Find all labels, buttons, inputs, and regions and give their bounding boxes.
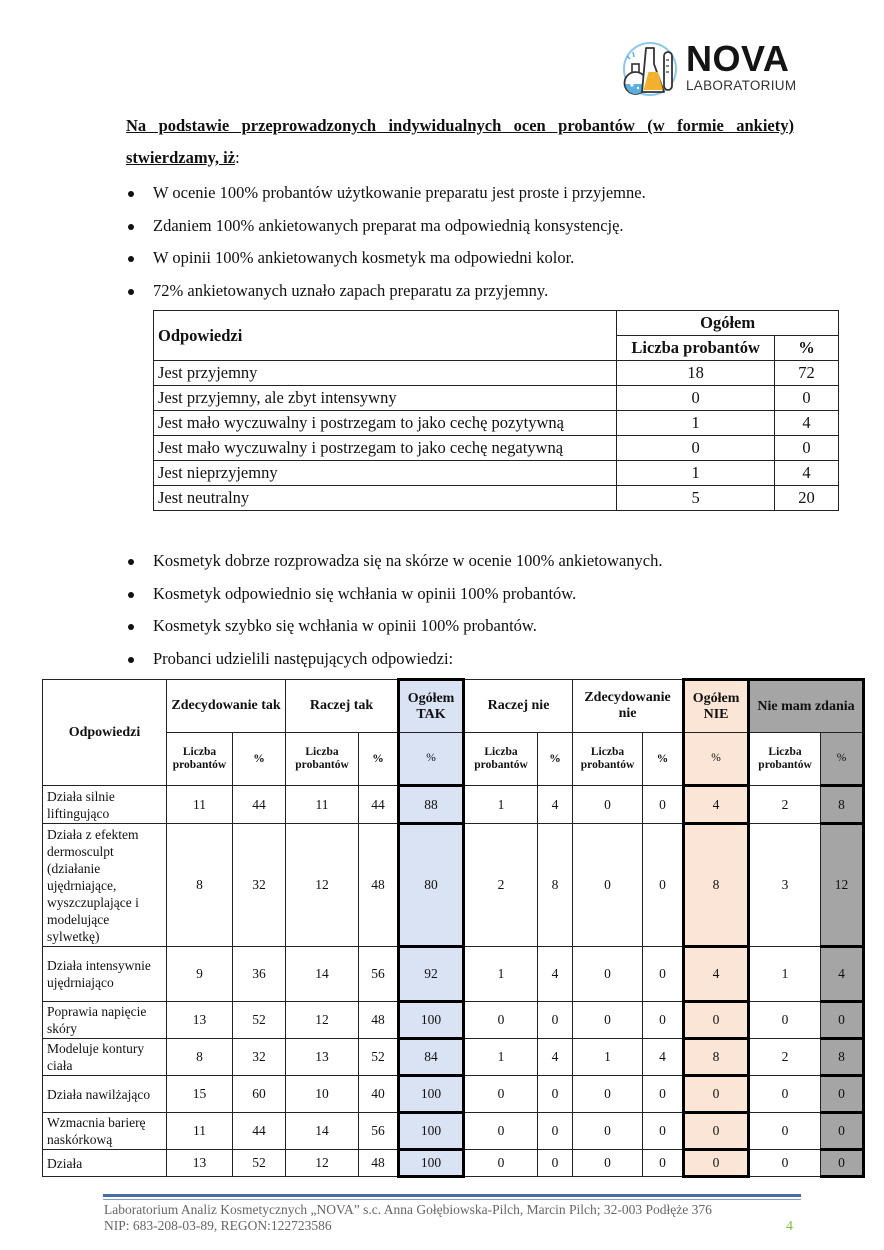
cell-no-opinion-count: 3	[749, 824, 821, 947]
cell-def-no-count: 0	[573, 824, 643, 947]
cell-total-no-pct: 0	[684, 1002, 749, 1039]
finding-item: Kosmetyk szybko się wchłania w opinii 100% probantów.	[126, 610, 826, 643]
table-row	[154, 486, 839, 511]
lab-flasks-icon	[622, 38, 682, 100]
cell-def-no-count: 1	[573, 1039, 643, 1076]
cell-no-opinion-pct: 8	[821, 786, 864, 824]
cell-rather-no-count: 0	[464, 1150, 538, 1177]
row-count: 5	[617, 486, 775, 511]
row-label: Wzmacnia barierę naskórkową	[43, 1113, 167, 1150]
cell-rather-no-pct: 4	[538, 947, 573, 1002]
subheader-pct: %	[538, 733, 573, 786]
table-row	[43, 947, 864, 1002]
cell-rather-no-pct: 4	[538, 786, 573, 824]
cell-def-no-pct: 0	[643, 947, 684, 1002]
cell-def-yes-pct: 32	[233, 1039, 286, 1076]
row-count: 0	[617, 436, 775, 461]
cell-total-no-pct: 0	[684, 1150, 749, 1177]
row-label: Działa	[43, 1150, 167, 1177]
intro-statement	[126, 110, 794, 174]
cell-def-no-pct: 0	[643, 786, 684, 824]
row-pct: 20	[775, 486, 839, 511]
cell-rather-yes-count: 11	[286, 786, 359, 824]
subheader-count: Liczba probantów	[573, 733, 643, 786]
row-label: Jest neutralny	[154, 486, 617, 511]
table-row	[43, 1039, 864, 1076]
table-row	[154, 411, 839, 436]
cell-rather-yes-pct: 48	[359, 824, 399, 947]
cell-no-opinion-pct: 12	[821, 824, 864, 947]
table-row	[43, 1150, 864, 1177]
header-def-no: Zdecydowanie nie	[573, 680, 684, 733]
cell-def-no-count: 0	[573, 1002, 643, 1039]
cell-def-yes-count: 13	[167, 1150, 233, 1177]
row-label: Działa z efektem dermosculpt (działanie ujędrniające, wyszczuplające i modelujące sylwetkę)	[43, 824, 167, 947]
row-pct: 72	[775, 361, 839, 386]
footer-line-1: Laboratorium Analiz Kosmetycznych „NOVA” s.c. Anna Gołębiowska-Pilch, Marcin Pilch; 32-003 Podłęże 376	[104, 1202, 712, 1217]
finding-item: Probanci udzielili następujących odpowiedzi:	[126, 643, 826, 676]
row-label: Działa silnie liftingująco	[43, 786, 167, 824]
effects-table	[42, 678, 865, 1178]
header-total: Ogółem	[617, 311, 839, 336]
table-row	[154, 386, 839, 411]
header-def-yes: Zdecydowanie tak	[167, 680, 286, 733]
footer-address	[104, 1202, 804, 1234]
cell-rather-yes-pct: 56	[359, 947, 399, 1002]
row-label: Jest nieprzyjemny	[154, 461, 617, 486]
row-count: 1	[617, 411, 775, 436]
footer-rule-thin	[103, 1199, 801, 1200]
row-pct: 0	[775, 436, 839, 461]
footer-rule	[103, 1194, 801, 1197]
cell-rather-no-pct: 0	[538, 1150, 573, 1177]
scent-table	[153, 310, 839, 511]
cell-def-no-count: 0	[573, 1076, 643, 1113]
cell-no-opinion-pct: 0	[821, 1076, 864, 1113]
footer-line-2: NIP: 683-208-03-89, REGON:122723586	[104, 1218, 332, 1233]
cell-no-opinion-count: 2	[749, 786, 821, 824]
cell-total-yes-pct: 100	[399, 1076, 464, 1113]
cell-def-yes-pct: 60	[233, 1076, 286, 1113]
cell-rather-yes-count: 10	[286, 1076, 359, 1113]
intro-colon: :	[235, 148, 240, 167]
cell-total-no-pct: 8	[684, 824, 749, 947]
cell-def-no-count: 0	[573, 1150, 643, 1177]
subheader-pct: %	[233, 733, 286, 786]
header-rather-no: Raczej nie	[464, 680, 573, 733]
cell-def-yes-pct: 44	[233, 1113, 286, 1150]
cell-total-yes-pct: 100	[399, 1002, 464, 1039]
cell-def-no-pct: 0	[643, 824, 684, 947]
cell-rather-no-count: 1	[464, 1039, 538, 1076]
cell-def-no-count: 0	[573, 786, 643, 824]
cell-def-no-pct: 0	[643, 1076, 684, 1113]
cell-rather-yes-count: 12	[286, 1150, 359, 1177]
row-pct: 4	[775, 411, 839, 436]
cell-def-no-pct: 0	[643, 1002, 684, 1039]
finding-item: 72% ankietowanych uznało zapach preparatu za przyjemny.	[126, 275, 826, 308]
cell-def-yes-pct: 44	[233, 786, 286, 824]
cell-no-opinion-count: 2	[749, 1039, 821, 1076]
cell-rather-yes-count: 13	[286, 1039, 359, 1076]
cell-no-opinion-pct: 4	[821, 947, 864, 1002]
cell-def-yes-count: 15	[167, 1076, 233, 1113]
cell-no-opinion-count: 0	[749, 1002, 821, 1039]
cell-total-yes-pct: 80	[399, 824, 464, 947]
cell-rather-yes-pct: 40	[359, 1076, 399, 1113]
table-row	[43, 1002, 864, 1039]
cell-rather-no-count: 0	[464, 1002, 538, 1039]
cell-def-no-pct: 4	[643, 1039, 684, 1076]
subheader-pct: %	[684, 733, 749, 786]
cell-def-yes-pct: 32	[233, 824, 286, 947]
finding-item: Kosmetyk dobrze rozprowadza się na skórze w ocenie 100% ankietowanych.	[126, 545, 826, 578]
cell-rather-yes-count: 14	[286, 947, 359, 1002]
header-rather-yes: Raczej tak	[286, 680, 399, 733]
row-label: Poprawia napięcie skóry	[43, 1002, 167, 1039]
cell-rather-no-pct: 0	[538, 1076, 573, 1113]
cell-total-yes-pct: 100	[399, 1150, 464, 1177]
cell-def-yes-count: 13	[167, 1002, 233, 1039]
cell-def-no-count: 0	[573, 1113, 643, 1150]
cell-rather-no-count: 1	[464, 947, 538, 1002]
cell-rather-no-pct: 0	[538, 1002, 573, 1039]
header-count: Liczba probantów	[617, 336, 775, 361]
cell-no-opinion-pct: 8	[821, 1039, 864, 1076]
cell-def-no-pct: 0	[643, 1150, 684, 1177]
cell-total-yes-pct: 92	[399, 947, 464, 1002]
header-total-no: Ogółem NIE	[684, 680, 749, 733]
logo-subtitle: LABORATORIUM	[686, 78, 797, 93]
cell-rather-yes-pct: 52	[359, 1039, 399, 1076]
row-label: Jest mało wyczuwalny i postrzegam to jako cechę negatywną	[154, 436, 617, 461]
cell-rather-yes-count: 14	[286, 1113, 359, 1150]
cell-rather-yes-pct: 48	[359, 1002, 399, 1039]
table-row	[154, 461, 839, 486]
cell-def-no-count: 0	[573, 947, 643, 1002]
cell-rather-yes-count: 12	[286, 824, 359, 947]
cell-rather-no-pct: 8	[538, 824, 573, 947]
cell-rather-no-pct: 4	[538, 1039, 573, 1076]
company-logo	[622, 38, 802, 100]
cell-rather-no-count: 2	[464, 824, 538, 947]
cell-rather-no-count: 0	[464, 1076, 538, 1113]
finding-item: W opinii 100% ankietowanych kosmetyk ma odpowiedni kolor.	[126, 242, 826, 275]
cell-rather-yes-pct: 44	[359, 786, 399, 824]
subheader-count: Liczba probantów	[749, 733, 821, 786]
row-label: Jest przyjemny, ale zbyt intensywny	[154, 386, 617, 411]
cell-def-yes-count: 11	[167, 786, 233, 824]
cell-def-yes-count: 9	[167, 947, 233, 1002]
cell-def-yes-count: 11	[167, 1113, 233, 1150]
cell-rather-yes-pct: 56	[359, 1113, 399, 1150]
table-row	[43, 1113, 864, 1150]
findings-list-bottom	[126, 545, 826, 675]
finding-item: W ocenie 100% probantów użytkowanie preparatu jest proste i przyjemne.	[126, 177, 826, 210]
cell-rather-yes-pct: 48	[359, 1150, 399, 1177]
cell-total-no-pct: 0	[684, 1113, 749, 1150]
subheader-count: Liczba probantów	[464, 733, 538, 786]
logo-name: NOVA	[686, 38, 790, 79]
cell-total-yes-pct: 88	[399, 786, 464, 824]
header-answers: Odpowiedzi	[154, 311, 617, 361]
row-count: 18	[617, 361, 775, 386]
cell-def-yes-pct: 36	[233, 947, 286, 1002]
cell-total-no-pct: 4	[684, 947, 749, 1002]
cell-total-yes-pct: 100	[399, 1113, 464, 1150]
subheader-pct: %	[821, 733, 864, 786]
cell-def-yes-count: 8	[167, 1039, 233, 1076]
cell-total-no-pct: 0	[684, 1076, 749, 1113]
header-no-opinion: Nie mam zdania	[749, 680, 864, 733]
cell-total-no-pct: 4	[684, 786, 749, 824]
intro-text: Na podstawie przeprowadzonych indywidualnych ocen probantów (w formie ankiety) stwierdzamy, iż	[126, 116, 794, 167]
table-row	[43, 1076, 864, 1113]
cell-rather-no-pct: 0	[538, 1113, 573, 1150]
cell-no-opinion-count: 0	[749, 1150, 821, 1177]
cell-rather-no-count: 0	[464, 1113, 538, 1150]
table-row	[43, 824, 864, 947]
header-pct: %	[775, 336, 839, 361]
table-row	[154, 361, 839, 386]
row-count: 1	[617, 461, 775, 486]
cell-total-no-pct: 8	[684, 1039, 749, 1076]
cell-total-yes-pct: 84	[399, 1039, 464, 1076]
cell-no-opinion-count: 1	[749, 947, 821, 1002]
cell-def-yes-count: 8	[167, 824, 233, 947]
cell-no-opinion-count: 0	[749, 1113, 821, 1150]
cell-no-opinion-count: 0	[749, 1076, 821, 1113]
page-number: 4	[786, 1219, 793, 1234]
row-count: 0	[617, 386, 775, 411]
table-row	[154, 436, 839, 461]
cell-no-opinion-pct: 0	[821, 1002, 864, 1039]
row-pct: 0	[775, 386, 839, 411]
row-label: Modeluje kontury ciała	[43, 1039, 167, 1076]
finding-item: Kosmetyk odpowiednio się wchłania w opinii 100% probantów.	[126, 578, 826, 611]
header-answers: Odpowiedzi	[43, 680, 167, 786]
row-pct: 4	[775, 461, 839, 486]
subheader-pct: %	[399, 733, 464, 786]
subheader-pct: %	[359, 733, 399, 786]
table-row	[43, 786, 864, 824]
findings-list-top	[126, 177, 826, 307]
cell-def-yes-pct: 52	[233, 1150, 286, 1177]
subheader-count: Liczba probantów	[286, 733, 359, 786]
cell-def-yes-pct: 52	[233, 1002, 286, 1039]
row-label: Działa intensywnie ujędrniająco	[43, 947, 167, 1002]
row-label: Działa nawilżająco	[43, 1076, 167, 1113]
cell-rather-yes-count: 12	[286, 1002, 359, 1039]
cell-def-no-pct: 0	[643, 1113, 684, 1150]
header-total-yes: Ogółem TAK	[399, 680, 464, 733]
row-label: Jest mało wyczuwalny i postrzegam to jako cechę pozytywną	[154, 411, 617, 436]
cell-rather-no-count: 1	[464, 786, 538, 824]
cell-no-opinion-pct: 0	[821, 1113, 864, 1150]
finding-item: Zdaniem 100% ankietowanych preparat ma odpowiednią konsystencję.	[126, 210, 826, 243]
subheader-pct: %	[643, 733, 684, 786]
row-label: Jest przyjemny	[154, 361, 617, 386]
subheader-count: Liczba probantów	[167, 733, 233, 786]
cell-no-opinion-pct: 0	[821, 1150, 864, 1177]
